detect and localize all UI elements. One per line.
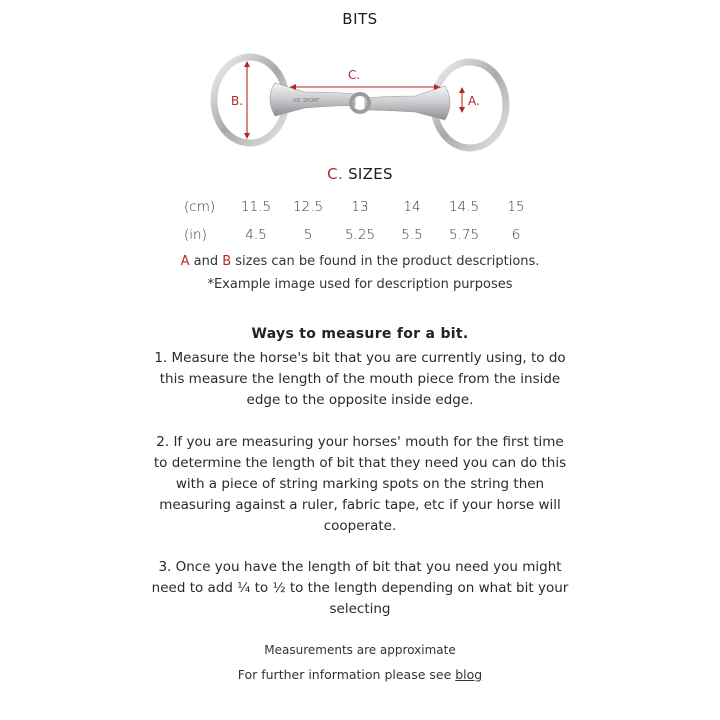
size-value: 5.75 [448,227,480,243]
size-value: 11.5 [240,199,272,215]
size-value: 12.5 [292,199,324,215]
note-rest: sizes can be found in the product descriptions. [231,254,540,269]
approximate-note: Measurements are approximate [264,643,456,657]
further-info [0,667,720,682]
size-value: 14.5 [448,199,480,215]
blog-link[interactable]: blog [455,667,483,682]
note-b-letter: B [222,254,232,269]
engraving-text: VIC SPORT [293,98,320,104]
size-value: 14 [403,199,421,215]
table-row-in [178,221,542,249]
sizes-heading-text: SIZES [343,165,393,183]
measure-step-2: 2. If you are measuring your horses' mouth for the first time to determine the length of bit that they need you can do this with a piece of string marking spots on the string then measuring against a ruler, fabric tape, etc if your horse will cooperate. [153,434,567,534]
sizes-table [178,193,542,249]
page-title: BITS [342,10,378,28]
size-value: 5.5 [401,227,423,243]
further-info-text: For further information please see [237,667,456,682]
label-b: B. [231,94,244,108]
size-value: 5.25 [344,227,376,243]
label-c: C. [348,68,361,82]
table-row-cm [178,193,542,221]
example-note: *Example image used for description purposes [207,277,513,292]
unit-label: (in) [184,227,207,243]
size-value: 15 [507,199,525,215]
sizes-heading [0,165,720,183]
bit-diagram [205,50,515,160]
note-and: and [189,254,223,269]
note-a-letter: A [180,254,190,269]
label-a: A. [468,94,480,108]
size-value: 5 [303,227,313,243]
size-value: 13 [351,199,369,215]
size-value: 6 [511,227,521,243]
b-arrow-bottom [244,133,250,139]
a-arrow-top [459,87,465,93]
right-mouthpiece [365,86,450,120]
ab-size-note [0,254,720,269]
measure-step-1: 1. Measure the horse's bit that you are currently using, to do this measure the length of the mouth piece from the inside edge to the opposite inside edge. [154,350,566,408]
sizes-heading-letter: C. [327,165,344,183]
b-arrow-top [244,61,250,67]
a-arrow-bottom [459,107,465,113]
unit-label: (cm) [184,199,216,215]
measure-step-3: 3. Once you have the length of bit that you need you might need to add ¼ to ½ to the length depending on what bit your selecting [151,559,569,617]
size-value: 4.5 [245,227,267,243]
ways-heading: Ways to measure for a bit. [251,326,469,342]
